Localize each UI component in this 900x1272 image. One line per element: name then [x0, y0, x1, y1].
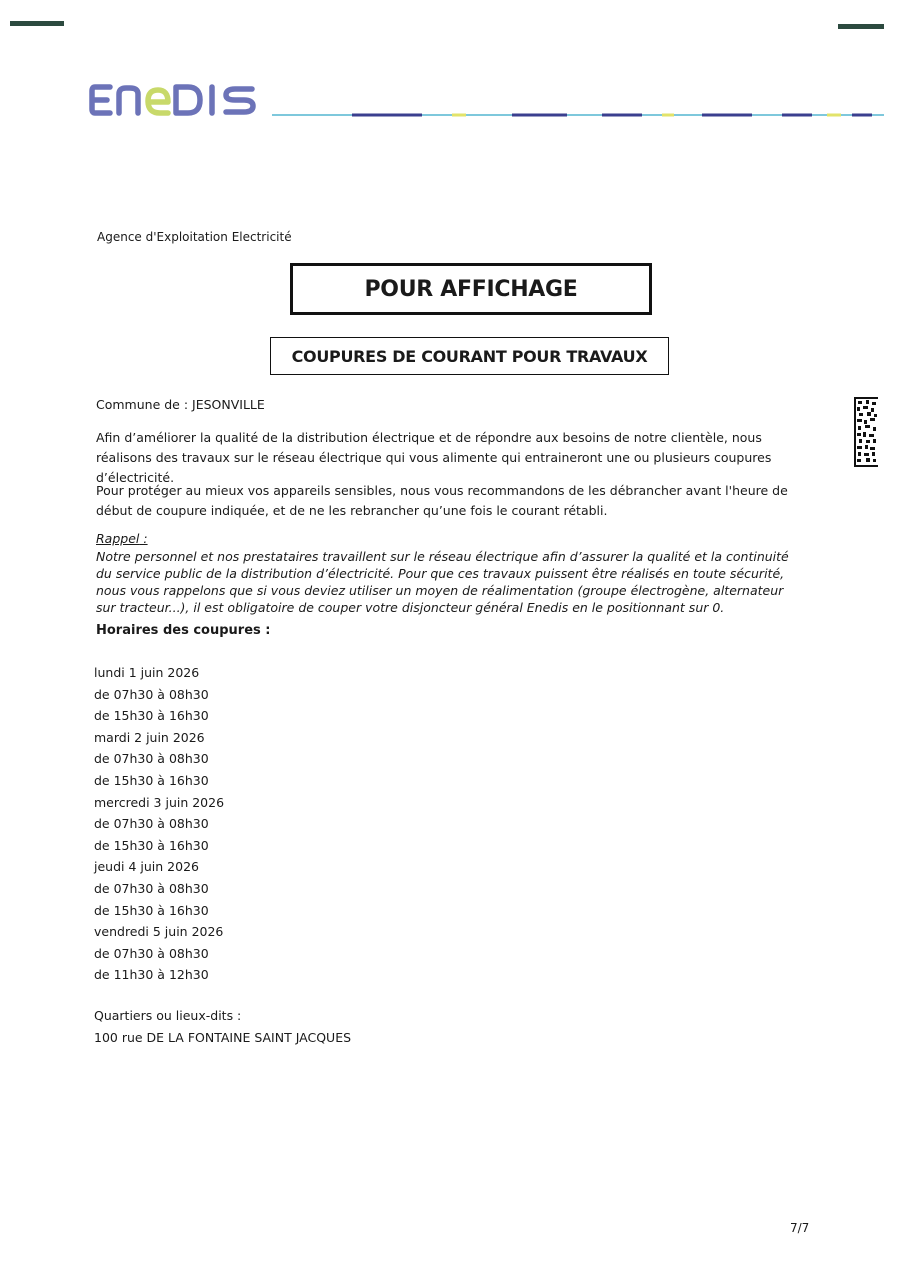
schedule-list	[94, 662, 224, 986]
title-sub: COUPURES DE COURANT POUR TRAVAUX	[291, 346, 648, 366]
schedule-day: mercredi 3 juin 2026	[94, 794, 225, 810]
schedule-slot: de 07h30 à 08h30	[94, 945, 209, 961]
schedule-slot: de 15h30 à 16h30	[94, 772, 209, 788]
schedule-day: jeudi 4 juin 2026	[94, 859, 199, 875]
schedule-slot: de 11h30 à 12h30	[94, 967, 209, 983]
agency-name: Agence d'Exploitation Electricité	[97, 230, 292, 244]
rappel-colon: :	[139, 531, 148, 546]
quartiers-label: Quartiers ou lieux-dits :	[94, 1008, 242, 1023]
schedule-slot: de 07h30 à 08h30	[94, 816, 209, 832]
schedule-day: lundi 1 juin 2026	[94, 665, 200, 680]
schedule-slot: de 15h30 à 16h30	[94, 708, 209, 724]
page-number: 7/7	[790, 1221, 810, 1235]
enedis-logo	[88, 82, 260, 118]
schedule-day: mardi 2 juin 2026	[94, 729, 205, 745]
schedule-slot: de 07h30 à 08h30	[94, 686, 209, 702]
title-sub-box	[270, 337, 669, 375]
horaires-heading: Horaires des coupures :	[96, 623, 271, 638]
schedule-day: vendredi 5 juin 2026	[94, 924, 224, 940]
crop-mark-right	[838, 24, 884, 29]
datamatrix-code	[854, 397, 878, 467]
intro-paragraph: Afin d’améliorer la qualité de la distribution électrique et de répondre aux besoins de notre clientèle, nous réalisons des travaux sur le réseau électrique qui vous alimente qui entraineront une ou plusieurs coupures d’électricité.	[96, 430, 772, 485]
title-main: POUR AFFICHAGE	[364, 276, 578, 302]
schedule-slot: de 07h30 à 08h30	[94, 751, 209, 767]
quartiers-value: 100 rue DE LA FONTAINE SAINT JACQUES	[94, 1030, 352, 1045]
schedule-slot: de 15h30 à 16h30	[94, 902, 209, 918]
title-main-box	[290, 263, 652, 315]
rappel-label: Rappel	[96, 531, 140, 546]
schedule-slot: de 07h30 à 08h30	[94, 880, 209, 896]
header-rule	[272, 112, 884, 118]
schedule-slot: de 15h30 à 16h30	[94, 837, 209, 853]
rappel-heading	[96, 531, 148, 546]
crop-mark-left	[10, 21, 64, 26]
rappel-text: Notre personnel et nos prestataires travaillent sur le réseau électrique afin d’assurer la qualité et la continuité du service public de la distribution d’électricité. Pour que ces travaux puissent être réalisés en toute sécurité, nous vous rappelons que si vous deviez utiliser un moyen de réalimentation (groupe électrogène, alternateur sur tracteur...), il est obligatoire de couper votre disjoncteur général Enedis en le positionnant sur 0.	[96, 549, 789, 615]
commune-line: Commune de : JESONVILLE	[96, 397, 265, 412]
advice-paragraph: Pour protéger au mieux vos appareils sensibles, nous vous recommandons de les débrancher avant l'heure de début de coupure indiquée, et de ne les rebrancher qu’une fois le courant rétabli.	[96, 483, 788, 518]
